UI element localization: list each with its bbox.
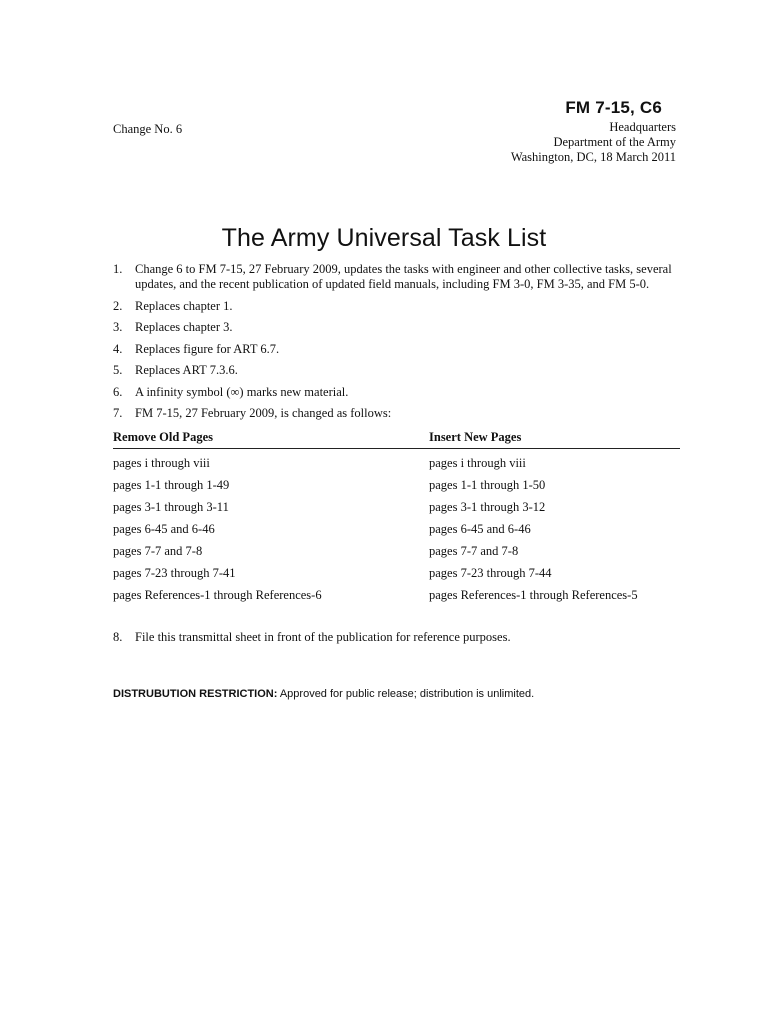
item-number: 2. <box>113 298 123 313</box>
table-row <box>113 471 680 493</box>
headquarters-line: Headquarters <box>609 120 676 134</box>
table-row <box>113 515 680 537</box>
remove-cell: pages i through viii <box>113 456 210 470</box>
item-number: 1. <box>113 262 123 276</box>
item-number: 4. <box>113 341 123 356</box>
item-text: File this transmittal sheet in front of the publication for reference purposes. <box>135 630 511 644</box>
department-line: Department of the Army <box>553 135 676 149</box>
item-number: 6. <box>113 384 123 399</box>
item-number: 7. <box>113 406 123 420</box>
page-title: The Army Universal Task List <box>221 224 547 252</box>
item-text: A infinity symbol (∞) marks new material. <box>135 384 349 399</box>
list-item <box>113 262 683 292</box>
item-number: 3. <box>113 320 123 334</box>
insert-cell: pages 7-7 and 7-8 <box>429 544 519 558</box>
list-item <box>113 406 683 421</box>
insert-cell: pages i through viii <box>429 456 526 470</box>
list-item-8 <box>113 630 683 645</box>
headquarters-block <box>511 120 676 165</box>
item-number: 5. <box>113 363 123 377</box>
fm-identifier: FM 7-15, C6 <box>565 98 662 117</box>
table-row <box>113 493 680 515</box>
remove-cell: pages 7-7 and 7-8 <box>113 544 203 558</box>
table-row <box>113 559 680 581</box>
list-item <box>113 342 683 357</box>
item-text: FM 7-15, 27 February 2009, is changed as follows: <box>135 406 392 420</box>
insert-cell: pages 6-45 and 6-46 <box>429 522 531 536</box>
insert-cell: pages 3-1 through 3-12 <box>429 500 546 514</box>
remove-cell: pages References-1 through References-6 <box>113 588 322 602</box>
table-row <box>113 449 680 471</box>
pages-change-table <box>113 430 680 603</box>
distribution-text: Approved for public release; distribution is unlimited. <box>277 688 535 700</box>
header-remove-old-pages: Remove Old Pages <box>113 430 213 444</box>
change-items-list <box>113 262 683 428</box>
remove-cell: pages 1-1 through 1-49 <box>113 478 230 492</box>
list-item <box>113 363 683 378</box>
remove-cell: pages 6-45 and 6-46 <box>113 522 215 536</box>
list-item <box>113 385 683 400</box>
item-text: Replaces figure for ART 6.7. <box>135 341 280 356</box>
insert-cell: pages 7-23 through 7-44 <box>429 566 552 580</box>
item-text: Change 6 to FM 7-15, 27 February 2009, updates the tasks with engineer and other collective tasks, several updates, and the recent publication of updated field manuals, including FM 3-0, FM 3-35, and FM 5-0. <box>135 262 672 291</box>
list-item <box>113 299 683 314</box>
distribution-label: DISTRUBUTION RESTRICTION: <box>113 688 278 700</box>
item-text: Replaces ART 7.3.6. <box>135 363 238 377</box>
change-number: Change No. 6 <box>113 122 183 136</box>
table-header <box>113 430 680 449</box>
item-number: 8. <box>113 630 123 644</box>
insert-cell: pages References-1 through References-5 <box>429 588 638 602</box>
list-item <box>113 320 683 335</box>
item-text: Replaces chapter 1. <box>135 298 233 313</box>
remove-cell: pages 7-23 through 7-41 <box>113 566 236 580</box>
location-date-line: Washington, DC, 18 March 2011 <box>510 150 676 164</box>
insert-cell: pages 1-1 through 1-50 <box>429 478 546 492</box>
header-insert-new-pages: Insert New Pages <box>429 430 522 444</box>
distribution-restriction <box>113 688 534 700</box>
item-text: Replaces chapter 3. <box>135 320 233 334</box>
remove-cell: pages 3-1 through 3-11 <box>113 500 229 514</box>
table-row <box>113 537 680 559</box>
table-row <box>113 581 680 603</box>
